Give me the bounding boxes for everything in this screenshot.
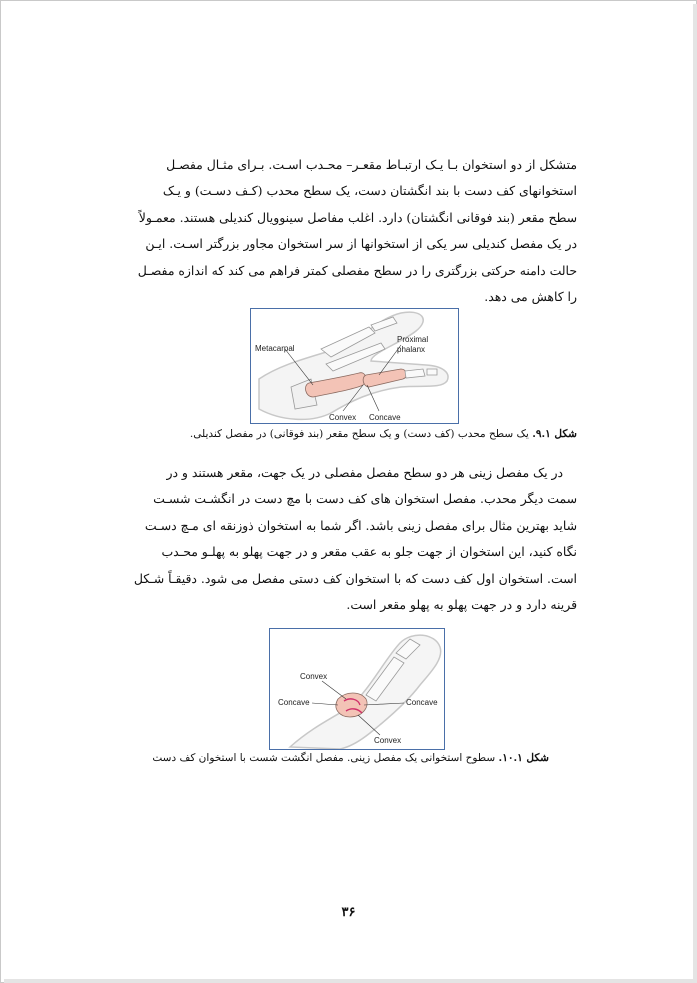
label-concave-left: Concave xyxy=(278,698,310,707)
page-shadow-right xyxy=(693,4,697,983)
paragraph-saddle-joint xyxy=(115,460,577,618)
text-line: استخوانهای کف دست با بند انگشتان دست، یک سطح محدب (کـف دسـت) و یـک xyxy=(162,183,577,199)
page-number: ۳۶ xyxy=(341,905,356,920)
text-line: سطح مقعر (بند فوقانی انگشتان) دارد. اغلب مفاصل سینوویال کندیلی هستند. معمـولاً xyxy=(138,209,577,225)
label-concave: Concave xyxy=(369,413,401,422)
text-line: سمت دیگر محدب. مفصل استخوان های کف دست با مچ دست در انگشـت شسـت xyxy=(153,491,577,507)
thumb-bones-illustration xyxy=(270,629,444,749)
label-concave-right: Concave xyxy=(406,698,438,707)
hand-bones-illustration xyxy=(251,309,458,423)
text-line: شاید بهترین مثال برای مفصل زینی باشد. اگر شما به استخوان ذوزنقه ای مـچ دسـت xyxy=(144,517,577,533)
figure-condyloid-joint-illustration xyxy=(250,308,459,424)
text-line: را کاهش می دهد. xyxy=(484,289,577,305)
text-line: متشکل از دو استخوان بـا یـک ارتبـاط مقعـر– محـدب اسـت. بـرای مثـال مفصـل xyxy=(166,157,577,172)
figure-2-caption-text: سطوح استخوانی یک مفصل زینی. مفصل انگشت شست با استخوان کف دست xyxy=(152,752,499,764)
text-line: قرینه دارد و در جهت پهلو به پهلو مقعر است. xyxy=(346,597,577,613)
figure-saddle-joint-illustration xyxy=(269,628,445,750)
figure-1-caption-label: شکل ۹.۱. xyxy=(532,428,577,440)
text-line: نگاه کنید، این استخوان از جهت جلو به عقب مقعر و در جهت پهلو به پهلـو محـدب xyxy=(161,544,577,560)
figure-1-caption xyxy=(190,428,577,440)
label-convex-top: Convex xyxy=(300,672,328,681)
label-phalanx: phalanx xyxy=(397,345,426,354)
label-convex: Convex xyxy=(329,413,357,422)
text-line: در یک مفصل کندیلی سر یکی از استخوانها از سر استخوان مجاور بزرگتر اسـت. ایـن xyxy=(145,236,577,252)
label-proximal: Proximal xyxy=(397,335,429,344)
figure-1-caption-text: یک سطح محدب (کف دست) و یک سطح مقعر (بند فوقانی) در مفصل کندیلی. xyxy=(189,428,533,440)
page-shadow-bottom xyxy=(4,979,697,983)
label-convex-bottom: Convex xyxy=(374,736,402,745)
figure-2-caption-label: شکل ۱۰.۱. xyxy=(498,752,549,764)
text-line: حالت دامنه حرکتی بزرگتری را در سطح مفصلی کمتر فراهم می کند که اندازه مفصـل xyxy=(137,262,577,278)
figure-2-caption xyxy=(152,752,549,764)
text-line: در یک مفصل زینی هر دو سطح مفصل مفصلی در یک جهت، مقعر هستند و در xyxy=(166,465,563,480)
text-line: است. استخوان اول کف دست که با استخوان کف دستی مفصل می شود. دقیقـاً شـکل xyxy=(133,570,577,586)
paragraph-condyloid-joint xyxy=(115,152,577,310)
label-metacarpal: Metacarpal xyxy=(255,344,295,353)
